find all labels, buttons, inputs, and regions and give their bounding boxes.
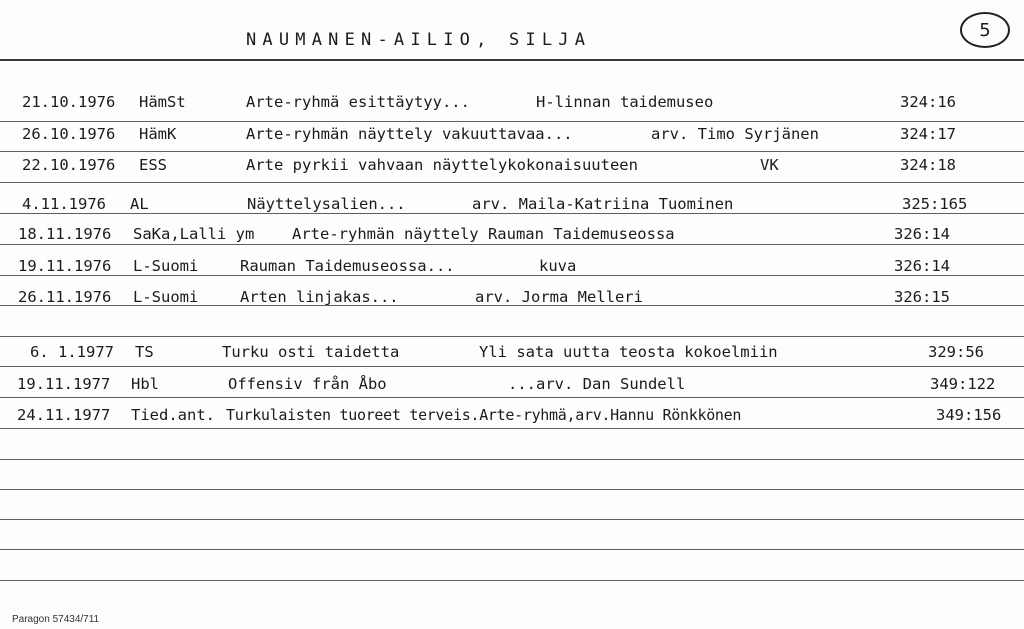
row-rule: [0, 182, 1024, 183]
row-rule: [0, 519, 1024, 520]
list-item: [0, 194, 1024, 218]
entry-reference: 329:56: [928, 343, 984, 361]
entry-title: Arte-ryhmän näyttely Rauman Taidemuseossa: [292, 225, 675, 243]
entry-title: Arte-ryhmä esittäytyy...: [246, 93, 470, 111]
row-rule: [0, 366, 1024, 367]
list-item: [0, 405, 1024, 429]
entry-reference: 325:165: [902, 195, 968, 213]
entry-reference: 324:18: [900, 156, 956, 174]
entry-title: Rauman Taidemuseossa...: [240, 257, 455, 275]
entry-date: 26.11.1976: [18, 288, 112, 306]
row-rule: [0, 121, 1024, 122]
list-item: [0, 155, 1024, 179]
entry-title: Näyttelysalien...: [247, 195, 406, 213]
entry-reference: 326:14: [894, 257, 950, 275]
list-item: [0, 342, 1024, 366]
entry-date: 21.10.1976: [22, 93, 116, 111]
entry-title: Arte-ryhmän näyttely vakuuttavaa...: [246, 125, 573, 143]
card-title: NAUMANEN-AILIO, SILJA: [246, 30, 592, 50]
entry-note: arv. Maila-Katriina Tuominen: [472, 195, 734, 213]
entry-source: SaKa,Lalli ym: [133, 225, 255, 243]
list-item: [0, 256, 1024, 280]
list-item: [0, 124, 1024, 148]
entry-reference: 326:14: [894, 225, 950, 243]
row-rule: [0, 489, 1024, 490]
entry-source: L-Suomi: [133, 288, 199, 306]
entry-note: arv. Timo Syrjänen: [651, 125, 819, 143]
entry-date: 6. 1.1977: [30, 343, 114, 361]
entry-reference: 349:122: [930, 375, 996, 393]
entry-title: Offensiv från Åbo: [228, 375, 387, 393]
entry-note: Yli sata uutta teosta kokoelmiin: [479, 343, 778, 361]
list-item: [0, 287, 1024, 311]
entry-source: AL: [130, 195, 149, 213]
entry-date: 4.11.1976: [22, 195, 106, 213]
header-rule: [0, 59, 1024, 61]
entry-source: TS: [135, 343, 154, 361]
entry-source: ESS: [139, 156, 167, 174]
row-rule: [0, 580, 1024, 581]
entry-reference: 324:17: [900, 125, 956, 143]
entry-date: 22.10.1976: [22, 156, 116, 174]
row-rule: [0, 336, 1024, 337]
entry-title: Turku osti taidetta: [222, 343, 400, 361]
entry-source: Hbl: [131, 375, 159, 393]
entry-note: H-linnan taidemuseo: [536, 93, 714, 111]
row-rule: [0, 459, 1024, 460]
entry-reference: 326:15: [894, 288, 950, 306]
entry-reference: 349:156: [936, 406, 1002, 424]
card-number-badge: 5: [960, 12, 1010, 48]
card-footer-print: Paragon 57434/711: [12, 614, 100, 625]
entry-title: Arten linjakas...: [240, 288, 399, 306]
entry-note: kuva: [539, 257, 577, 275]
entry-source: HämK: [139, 125, 177, 143]
entry-reference: 324:16: [900, 93, 956, 111]
entry-date: 19.11.1976: [18, 257, 112, 275]
row-rule: [0, 151, 1024, 152]
entry-note: ...arv. Dan Sundell: [508, 375, 686, 393]
entry-source: HämSt: [139, 93, 186, 111]
entry-date: 19.11.1977: [17, 375, 111, 393]
entry-date: 24.11.1977: [17, 406, 111, 424]
entry-title: Turkulaisten tuoreet terveis.Arte-ryhmä,arv.Hannu Rönkkönen: [226, 406, 742, 424]
entry-note: VK: [760, 156, 779, 174]
list-item: [0, 92, 1024, 116]
list-item: [0, 224, 1024, 248]
list-item: [0, 374, 1024, 398]
entry-date: 18.11.1976: [18, 225, 112, 243]
entry-source: L-Suomi: [133, 257, 199, 275]
entry-source: Tied.ant.: [131, 406, 215, 424]
entry-note: arv. Jorma Melleri: [475, 288, 643, 306]
entry-date: 26.10.1976: [22, 125, 116, 143]
row-rule: [0, 549, 1024, 550]
entry-title: Arte pyrkii vahvaan näyttelykokonaisuuteen: [246, 156, 638, 174]
